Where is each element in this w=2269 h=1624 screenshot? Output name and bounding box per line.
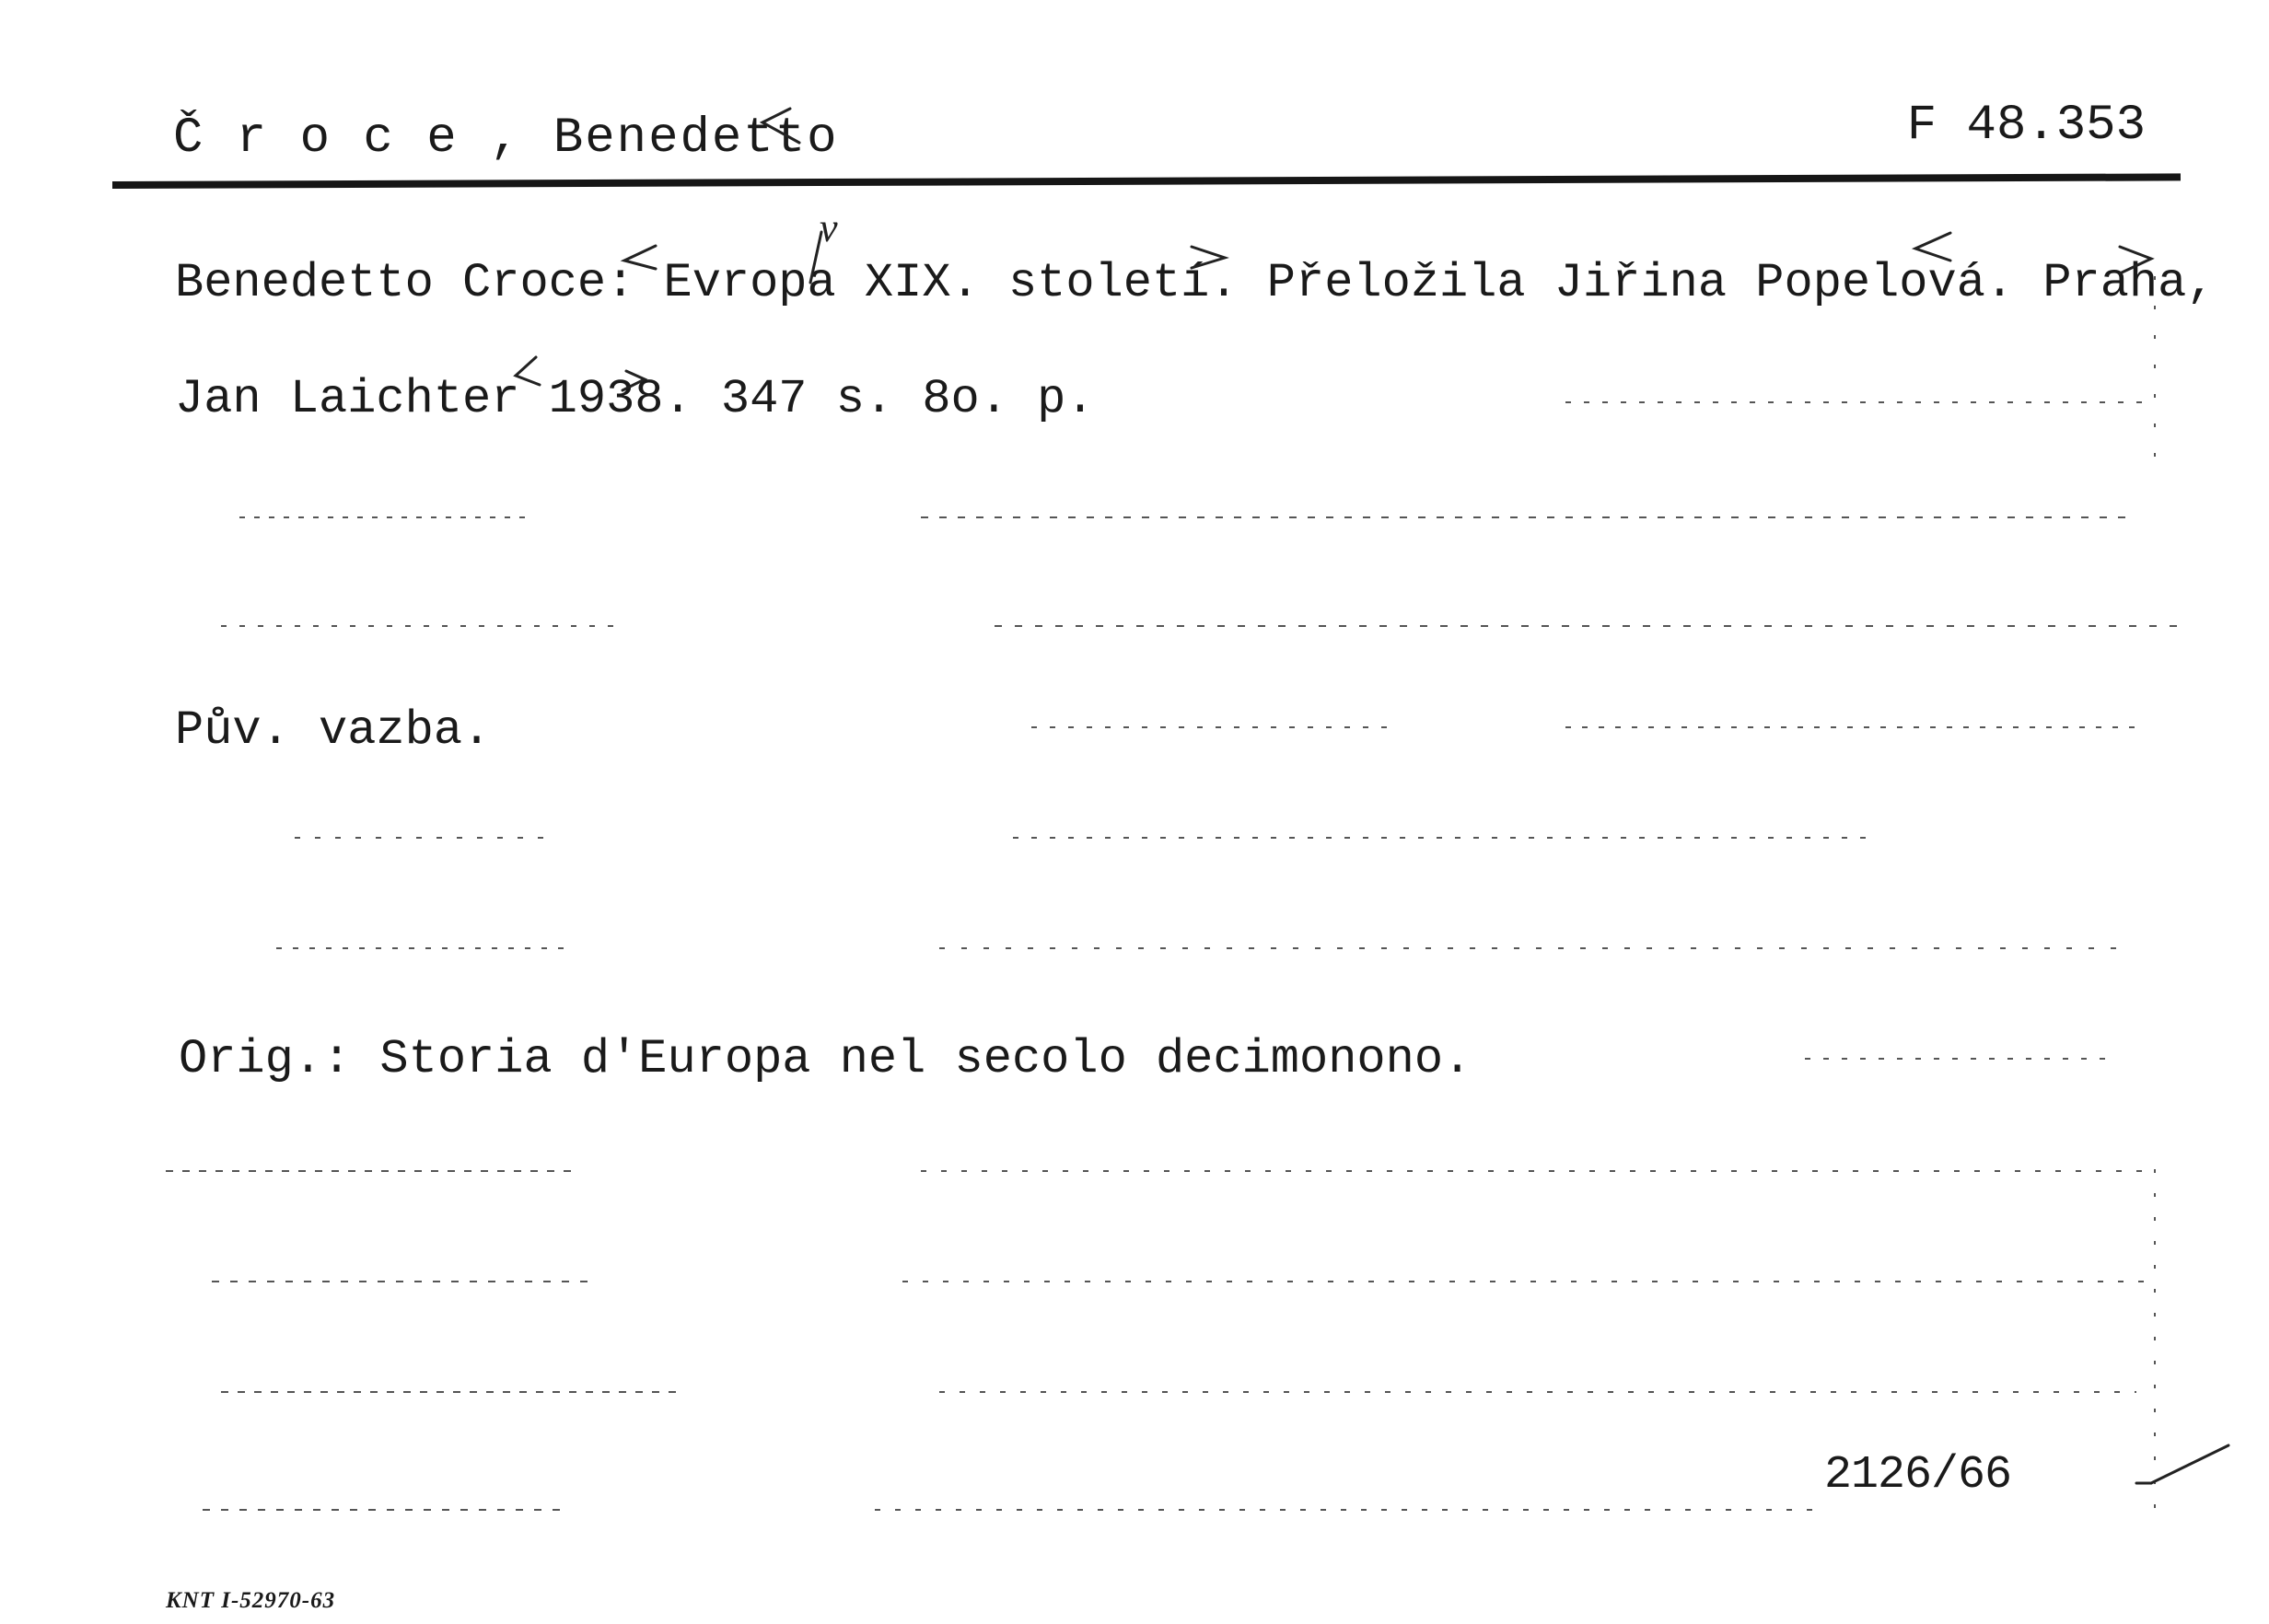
author-heading: Č r o c e , Benedetto <box>173 110 839 167</box>
heading-rule <box>112 173 2181 189</box>
accession-stroke <box>2151 1445 2228 1483</box>
handwritten-v: v <box>820 205 838 250</box>
description-line-1: Benedetto Croce: Evropa XIX. století. Přeložila Jiřina Popelová. Praha, <box>175 256 2216 310</box>
description-line-2: Jan Laichter 1938. 347 s. 8o. p. <box>175 372 1095 426</box>
accession-number: 2126/66 <box>1823 1449 2011 1502</box>
original-title: Orig.: Storia d'Europa nel secolo decimonono. <box>179 1032 1472 1086</box>
shelfmark: F 48.353 <box>1906 98 2146 154</box>
binding-note: Pův. vazba. <box>175 703 492 758</box>
printer-imprint: KNT I-52970-63 <box>166 1588 336 1613</box>
